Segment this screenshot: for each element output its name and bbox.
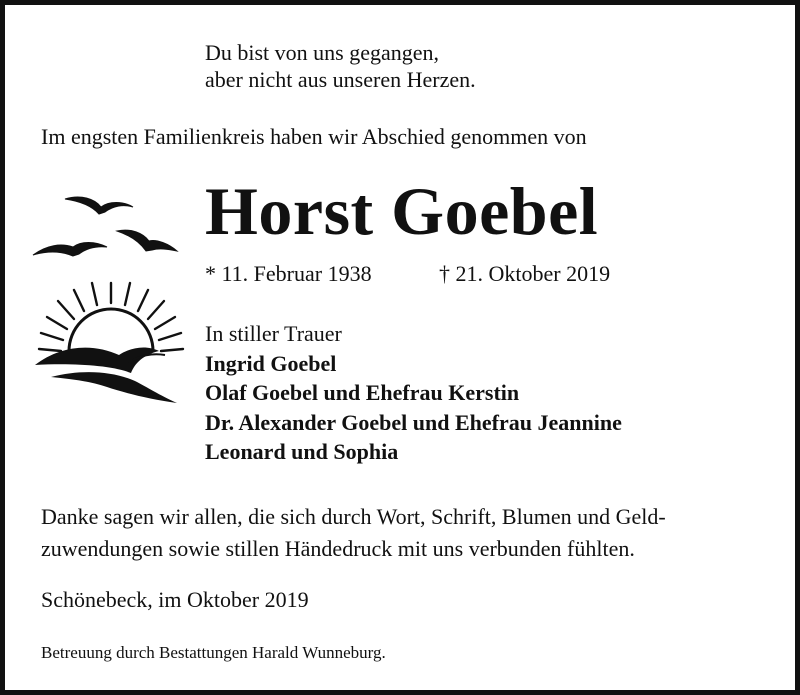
motto-line-2: aber nicht aus unseren Herzen. bbox=[205, 67, 476, 92]
seagulls-icon bbox=[33, 197, 177, 256]
mourners-heading: In stiller Trauer bbox=[205, 321, 342, 346]
mourner-name: Dr. Alexander Goebel und Ehefrau Jeannine bbox=[205, 409, 622, 435]
mourner-name: Leonard und Sophia bbox=[205, 439, 399, 464]
mourner-name: Olaf Goebel und Ehefrau Kerstin bbox=[205, 380, 520, 405]
mourner-name: Ingrid Goebel bbox=[205, 350, 337, 376]
thanks-line-2: zuwendungen sowie stillen Händedruck mit uns verbunden fühlten. bbox=[41, 536, 635, 561]
motto-line-1: Du bist von uns gegangen, bbox=[205, 40, 440, 65]
deceased-name: Horst Goebel bbox=[205, 173, 599, 249]
thanks-paragraph bbox=[41, 501, 666, 565]
sunset-over-hills-icon bbox=[39, 283, 183, 351]
place-date: Schönebeck, im Oktober 2019 bbox=[41, 587, 309, 612]
mourners-list bbox=[205, 319, 622, 467]
decoration-art bbox=[31, 195, 201, 410]
funeral-home-note: Betreuung durch Bestattungen Harald Wunneburg. bbox=[41, 643, 386, 662]
death-date: † 21. Oktober 2019 bbox=[439, 261, 611, 286]
intro-text: Im engsten Familienkreis haben wir Abschied genommen von bbox=[41, 124, 587, 149]
birth-date: * 11. Februar 1938 bbox=[205, 261, 372, 286]
thanks-line-1: Danke sagen wir allen, die sich durch Wort, Schrift, Blumen und Geld- bbox=[41, 504, 666, 529]
